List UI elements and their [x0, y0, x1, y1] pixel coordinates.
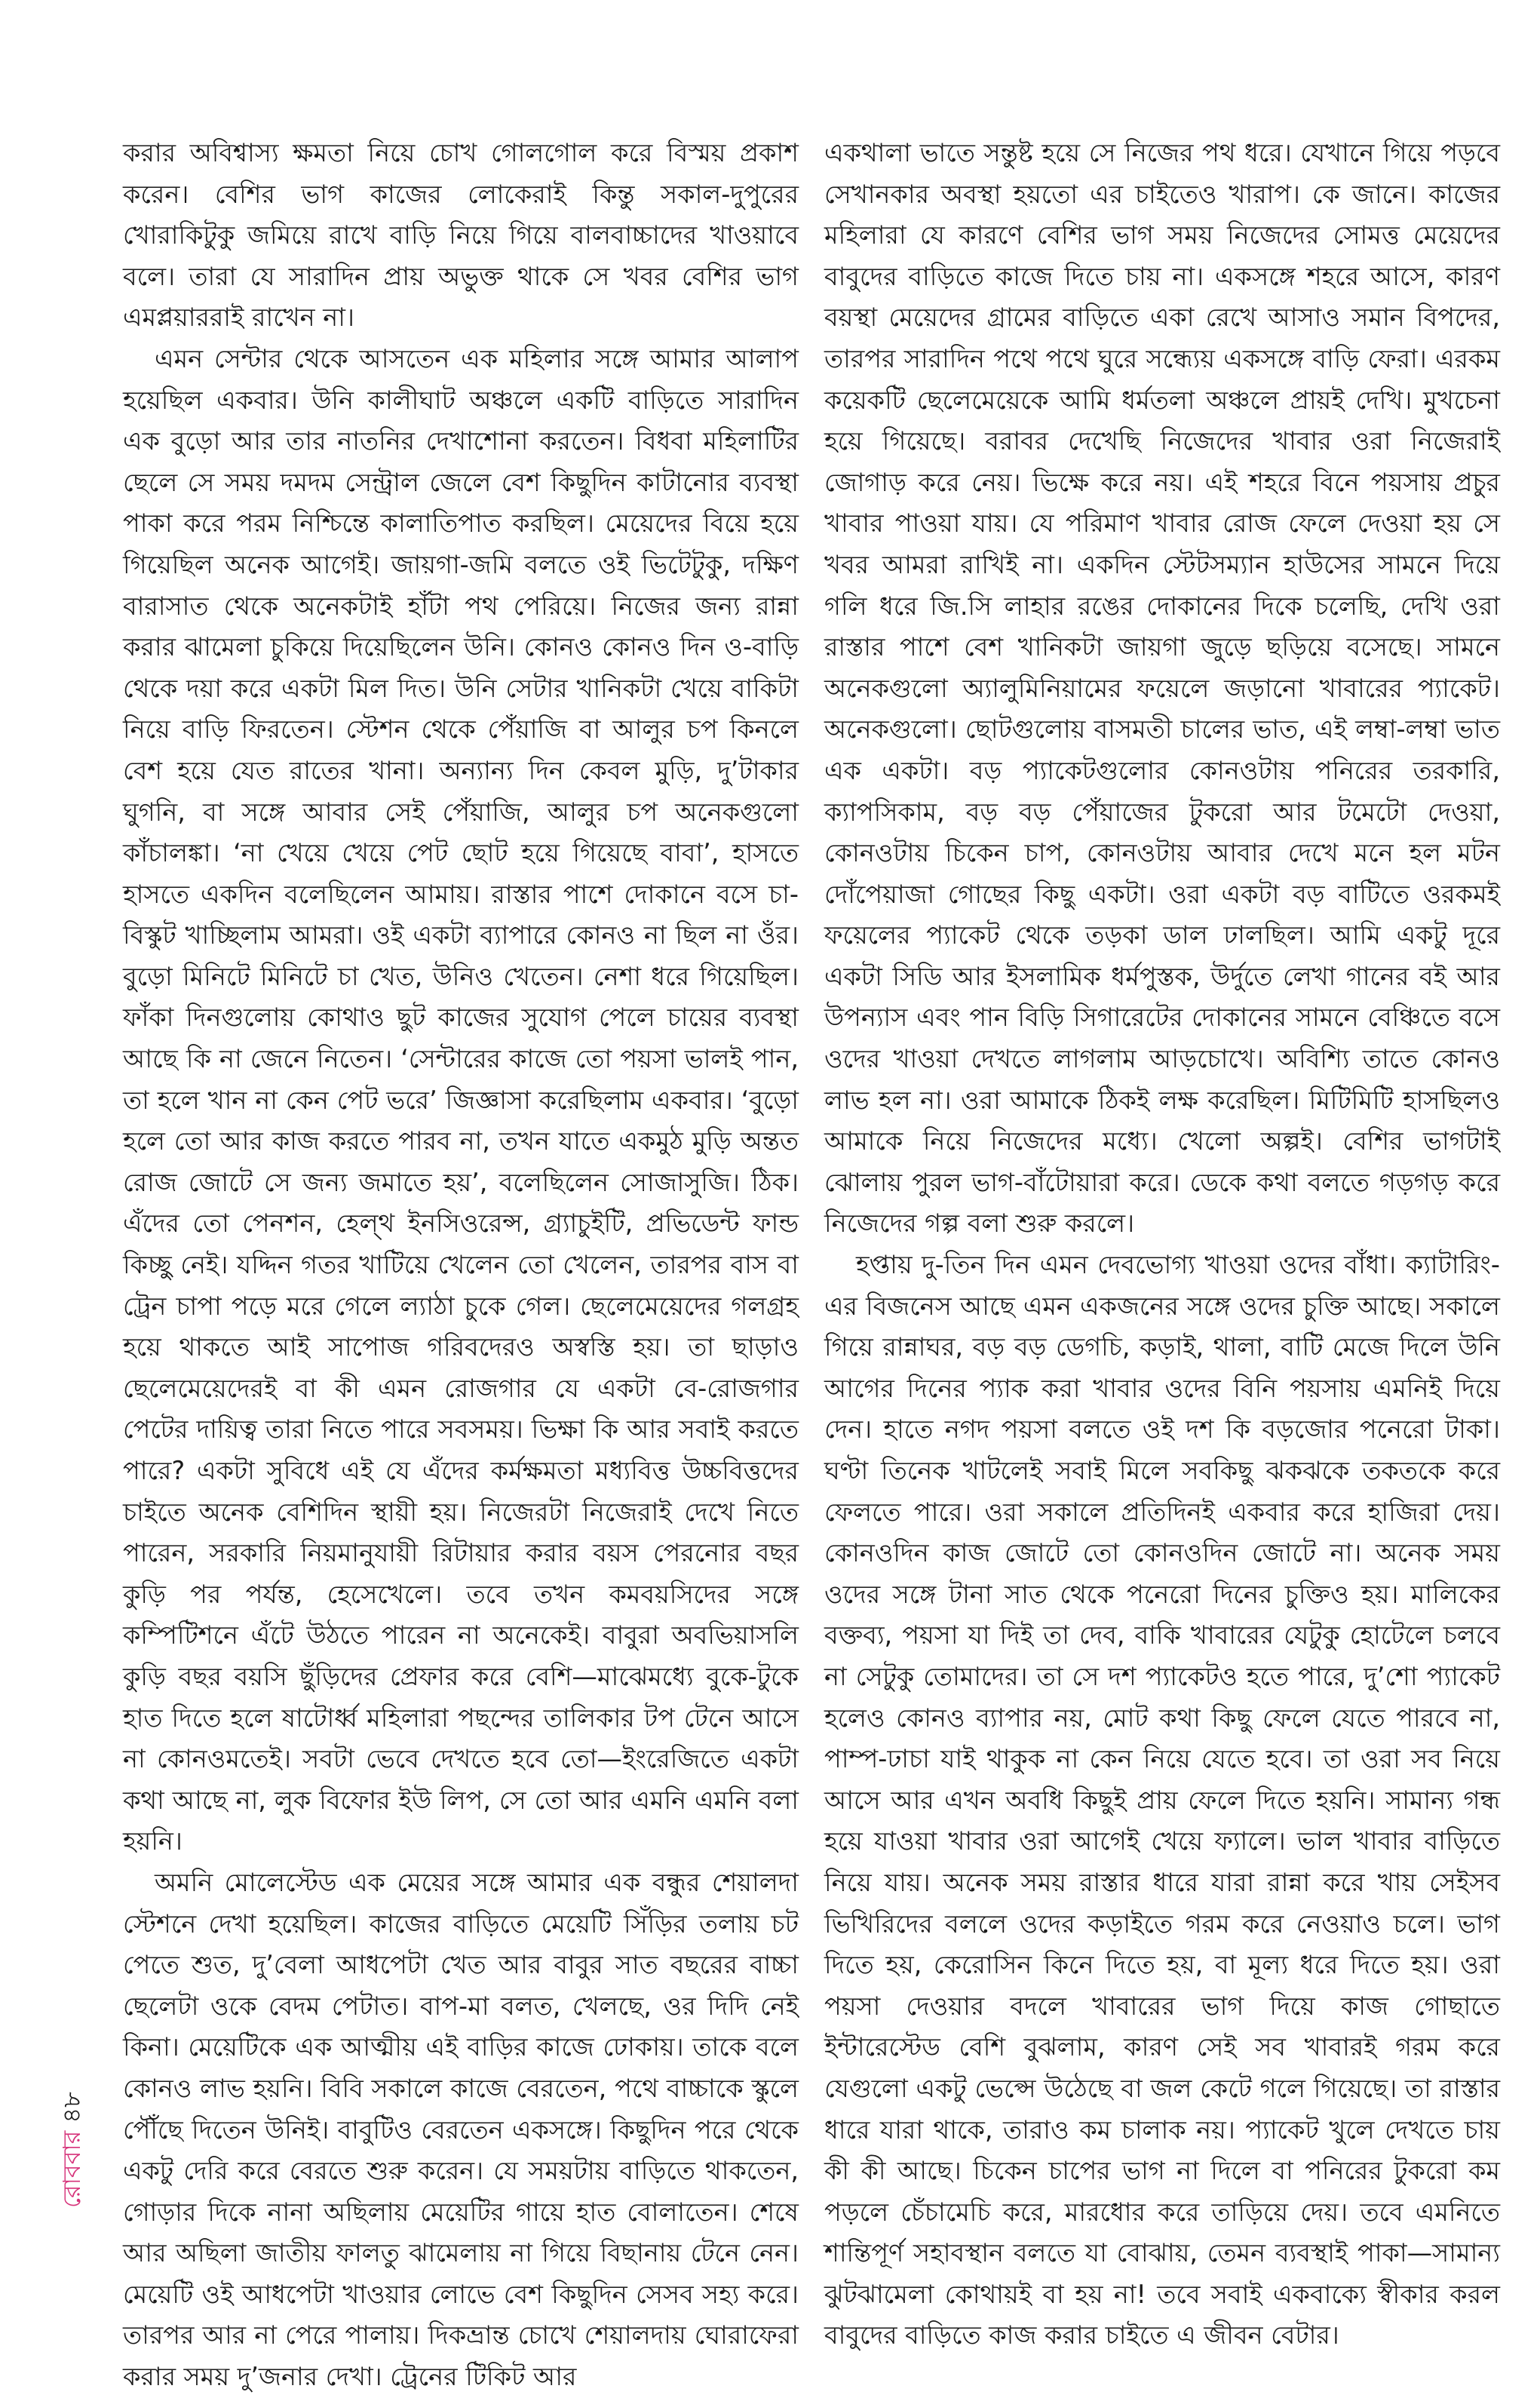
- page-folio: [53, 2074, 90, 2225]
- magazine-name: রোববার: [57, 2130, 86, 2208]
- paragraph: হপ্তায় দু-তিন দিন এমন দেবভোগ্য খাওয়া ওদের বাঁধা। ক্যাটারিং-এর বিজনেস আছে এমন একজনের সঙ্গে ওদের চুক্তি আছে। সকালে গিয়ে রান্নাঘর, বড় বড় ডেগচি, কড়াই, থালা, বাটি মেজে দিলে উনি আগের দিনের প্যাক করা খাবার ওদের বিনি পয়সায় এমনিই দিয়ে দেন। হাতে নগদ পয়সা বলতে ওই দশ কি বড়জোর পনেরো টাকা। ঘণ্টা তিনেক খাটলেই সবাই মিলে সবকিছু ঝকঝকে তকতকে করে ফেলতে পারে। ওরা সকালে প্রতিদিনই একবার করে হাজিরা দেয়। কোনওদিন কাজ জোটে তো কোনওদিন জোটে না। অনেক সময় ওদের সঙ্গে টানা সাত থেকে পনেরো দিনের চুক্তিও হয়। মালিকের বক্তব্য, পয়সা যা দিই তা দেব, বাকি খাবারের যেটুকু হোটেলে চলবে না সেটুকু তোমাদের। তা সে দশ প্যাকেটও হতে পারে, দু’শো প্যাকেট হলেও কোনও ব্যাপার নয়, মোট কথা কিছু ফেলে যেতে পারবে না, পাম্প-ঢাচা যাই থাকুক না কেন নিয়ে যেতে হবে। তা ওরা সব নিয়ে আসে আর এখন অবধি কিছুই প্রায় ফেলে দিতে হয়নি। সামান্য গন্ধ হয়ে যাওয়া খাবার ওরা আগেই খেয়ে ফ্যালে। ভাল খাবার বাড়িতে নিয়ে যায়। অনেক সময় রাস্তার ধারে যারা রান্না করে খায় সেইসব ভিখিরিদের বললে ওদের কড়াইতে গরম করে নেওয়াও চলে। ভাগ দিতে হয়, কেরোসিন কিনে দিতে হয়, বা মূল্য ধরে দিতে হয়। ওরা পয়সা দেওয়ার বদলে খাবারের ভাগ দিয়ে কাজ গোছাতে ইন্টারেস্টেড বেশি বুঝলাম, কারণ সেই সব খাবারই গরম করে যেগুলো একটু ভেপ্সে উঠেছে বা জল কেটে গলে গিয়েছে। তা রাস্তার ধারে যারা থাকে, তারাও কম চালাক নয়। প্যাকেট খুলে দেখতে চায় কী কী আছে। চিকেন চাপের ভাগ না দিলে বা পনিরের টুকরো কম পড়লে চেঁচামেচি করে, মারধোর করে তাড়িয়ে দেয়। তবে এমনিতে শান্তিপূর্ণ সহাবস্থান বলতে যা বোঝায়, তেমন ব্যবস্থাই পাকা—সামান্য ঝুটঝামেলা কোথায়ই বা হয় না! তবে সবাই একবাক্যে স্বীকার করল বাবুদের বাড়িতে কাজ করার চাইতে এ জীবন বেটার।: [824, 1250, 1500, 2350]
- article-column-left: [123, 133, 799, 2398]
- paragraph: একথালা ভাতে সন্তুষ্ট হয়ে সে নিজের পথ ধরে। যেখানে গিয়ে পড়বে সেখানকার অবস্থা হয়তো এর চাইতেও খারাপ। কে জানে। কাজের মহিলারা যে কারণে বেশির ভাগ সময় নিজেদের সোমত্ত মেয়েদের বাবুদের বাড়িতে কাজে দিতে চায় না। একসঙ্গে শহরে আসে, কারণ বয়স্থা মেয়েদের গ্রামের বাড়িতে একা রেখে আসাও সমান বিপদের, তারপর সারাদিন পথে পথে ঘুরে সন্ধ্যেয় একসঙ্গে বাড়ি ফেরা। এরকম কয়েকটি ছেলেমেয়েকে আমি ধর্মতলা অঞ্চলে প্রায়ই দেখি। মুখচেনা হয়ে গিয়েছে। বরাবর দেখেছি নিজেদের খাবার ওরা নিজেরাই জোগাড় করে নেয়। ভিক্ষে করে নয়। এই শহরে বিনে পয়সায় প্রচুর খাবার পাওয়া যায়। যে পরিমাণ খাবার রোজ ফেলে দেওয়া হয় সে খবর আমরা রাখিই না। একদিন স্টেটসম্যান হাউসের সামনে দিয়ে গলি ধরে জি.সি লাহার রঙের দোকানের দিকে চলেছি, দেখি ওরা রাস্তার পাশে বেশ খানিকটা জায়গা জুড়ে ছড়িয়ে বসেছে। সামনে অনেকগুলো অ্যালুমিনিয়ামের ফয়েলে জড়ানো খাবারের প্যাকেট। অনেকগুলো। ছোটগুলোয় বাসমতী চালের ভাত, এই লম্বা-লম্বা ভাত এক একটা। বড় প্যাকেটগুলোর কোনওটায় পনিরের তরকারি, ক্যাপসিকাম, বড় বড় পেঁয়াজের টুকরো আর টমেটো দেওয়া, কোনওটায় চিকেন চাপ, কোনওটায় আবার দেখে মনে হল মটন দোঁপেয়াজা গোছের কিছু একটা। ওরা একটা বড় বাটিতে ওরকমই ফয়েলের প্যাকেট থেকে তড়কা ডাল ঢালছিল। আমি একটু দূরে একটা সিডি আর ইসলামিক ধর্মপুস্তক, উর্দুতে লেখা গানের বই আর উপন্যাস এবং পান বিড়ি সিগারেটের দোকানের সামনে বেঞ্চিতে বসে ওদের খাওয়া দেখতে লাগলাম আড়চোখে। অবিশ্যি তাতে কোনও লাভ হল না। ওরা আমাকে ঠিকই লক্ষ করেছিল। মিটিমিটি হাসছিলও আমাকে নিয়ে নিজেদের মধ্যে। খেলো অল্পই। বেশির ভাগটাই ঝোলায় পুরল ভাগ-বাঁটোয়ারা করে। ডেকে কথা বলতে গড়গড় করে নিজেদের গল্প বলা শুরু করলে।: [824, 138, 1500, 1239]
- page-number: ৪৮: [57, 2092, 86, 2123]
- paragraph: এমন সেন্টার থেকে আসতেন এক মহিলার সঙ্গে আমার আলাপ হয়েছিল একবার। উনি কালীঘাট অঞ্চলে একটি বাড়িতে সারাদিন এক বুড়ো আর তার নাতনির দেখাশোনা করতেন। বিধবা মহিলাটির ছেলে সে সময় দমদম সেন্ট্রাল জেলে বেশ কিছুদিন কাটানোর ব্যবস্থা পাকা করে পরম নিশ্চিন্তে কালাতিপাত করছিল। মেয়েদের বিয়ে হয়ে গিয়েছিল অনেক আগেই। জায়গা-জমি বলতে ওই ভিটেটুকু, দক্ষিণ বারাসাত থেকে অনেকটাই হাঁটা পথ পেরিয়ে। নিজের জন্য রান্না করার ঝামেলা চুকিয়ে দিয়েছিলেন উনি। কোনও কোনও দিন ও-বাড়ি থেকে দয়া করে একটা মিল দিত। উনি সেটার খানিকটা খেয়ে বাকিটা নিয়ে বাড়ি ফিরতেন। স্টেশন থেকে পেঁয়াজি বা আলুর চপ কিনলে বেশ হয়ে যেত রাতের খানা। অন্যান্য দিন কেবল মুড়ি, দু’টাকার ঘুগনি, বা সঙ্গে আবার সেই পেঁয়াজি, আলুর চপ অনেকগুলো কাঁচালঙ্কা। ‘না খেয়ে খেয়ে পেট ছোট হয়ে গিয়েছে বাবা’, হাসতে হাসতে একদিন বলেছিলেন আমায়। রাস্তার পাশে দোকানে বসে চা-বিস্কুট খাচ্ছিলাম আমরা। ওই একটা ব্যাপারে কোনও না ছিল না ওঁর। বুড়ো মিনিটে মিনিটে চা খেত, উনিও খেতেন। নেশা ধরে গিয়েছিল। ফাঁকা দিনগুলোয় কোথাও ছুট কাজের সুযোগ পেলে চায়ের ব্যবস্থা আছে কি না জেনে নিতেন। ‘সেন্টারের কাজে তো পয়সা ভালই পান, তা হলে খান না কেন পেট ভরে’ জিজ্ঞাসা করেছিলাম একবার। ‘বুড়ো হলে তো আর কাজ করতে পারব না, তখন যাতে একমুঠ মুড়ি অন্তত রোজ জোটে সে জন্য জমাতে হয়’, বলেছিলেন সোজাসুজি। ঠিক। এঁদের তো পেনশন, হেল্থ ইনসিওরেন্স, গ্র্যাচুইটি, প্রভিডেন্ট ফান্ড কিচ্ছু নেই। যদ্দিন গতর খাটিয়ে খেলেন তো খেলেন, তারপর বাস বা ট্রেন চাপা পড়ে মরে গেলে ল্যাঠা চুকে গেল। ছেলেমেয়েদের গলগ্রহ হয়ে থাকতে আই সাপোজ গরিবদেরও অস্বস্তি হয়। তা ছাড়াও ছেলেমেয়েদেরই বা কী এমন রোজগার যে একটা বে-রোজগার পেটের দায়িত্ব তারা নিতে পারে সবসময়। ভিক্ষা কি আর সবাই করতে পারে? একটা সুবিধে এই যে এঁদের কর্মক্ষমতা মধ্যবিত্ত উচ্চবিত্তদের চাইতে অনেক বেশিদিন স্থায়ী হয়। নিজেরটা নিজেরাই দেখে নিতে পারেন, সরকারি নিয়মানুযায়ী রিটায়ার করার বয়স পেরনোর বছর কুড়ি পর পর্যন্ত, হেসেখেলে। তবে তখন কমবয়সিদের সঙ্গে কম্পিটিশনে এঁটে উঠতে পারেন না অনেকেই। বাবুরা অবভিয়াসলি কুড়ি বছর বয়সি ছুঁড়িদের প্রেফার করে বেশি—মাঝেমধ্যে বুকে-টুকে হাত দিতে হলে ষাটোর্ধ্ব মহিলারা পছন্দের তালিকার টপ টেনে আসে না কোনওমতেই। সবটা ভেবে দেখতে হবে তো—ইংরেজিতে একটা কথা আছে না, লুক বিফোর ইউ লিপ, সে তো আর এমনি এমনি বলা হয়নি।: [123, 343, 799, 1856]
- article-column-right: [824, 133, 1500, 2357]
- paragraph: করার অবিশ্বাস্য ক্ষমতা নিয়ে চোখ গোলগোল করে বিস্ময় প্রকাশ করেন। বেশির ভাগ কাজের লোকেরাই কিন্তু সকাল-দুপুরের খোরাকিটুকু জমিয়ে রাখে বাড়ি নিয়ে গিয়ে বালবাচ্চাদের খাওয়াবে বলে। তারা যে সারাদিন প্রায় অভুক্ত থাকে সে খবর বেশির ভাগ এমপ্লয়াররাই রাখেন না।: [123, 138, 799, 333]
- paragraph: অমনি মোলেস্টেড এক মেয়ের সঙ্গে আমার এক বন্ধুর শেয়ালদা স্টেশনে দেখা হয়েছিল। কাজের বাড়িতে মেয়েটি সিঁড়ির তলায় চট পেতে শুত, দু’বেলা আধপেটা খেত আর বাবুর সাত বছরের বাচ্চা ছেলেটা ওকে বেদম পেটাত। বাপ-মা বলত, খেলছে, ওর দিদি নেই কিনা। মেয়েটিকে এক আত্মীয় এই বাড়ির কাজে ঢোকায়। তাকে বলে কোনও লাভ হয়নি। বিবি সকালে কাজে বেরতেন, পথে বাচ্চাকে স্কুলে পৌঁছে দিতেন উনিই। বাবুটিও বেরতেন একসঙ্গে। কিছুদিন পরে থেকে একটু দেরি করে বেরতে শুরু করেন। যে সময়টায় বাড়িতে থাকতেন, গোড়ার দিকে নানা অছিলায় মেয়েটির গায়ে হাত বোলাতেন। শেষে আর অছিলা জাতীয় ফালতু ঝামেলায় না গিয়ে বিছানায় টেনে নেন। মেয়েটি ওই আধপেটা খাওয়ার লোভে বেশ কিছুদিন সেসব সহ্য করে। তারপর আর না পেরে পালায়। দিকভ্রান্ত চোখে শেয়ালদায় ঘোরাফেরা করার সময় দু’জনার দেখা। ট্রেনের টিকিট আর: [123, 1867, 799, 2392]
